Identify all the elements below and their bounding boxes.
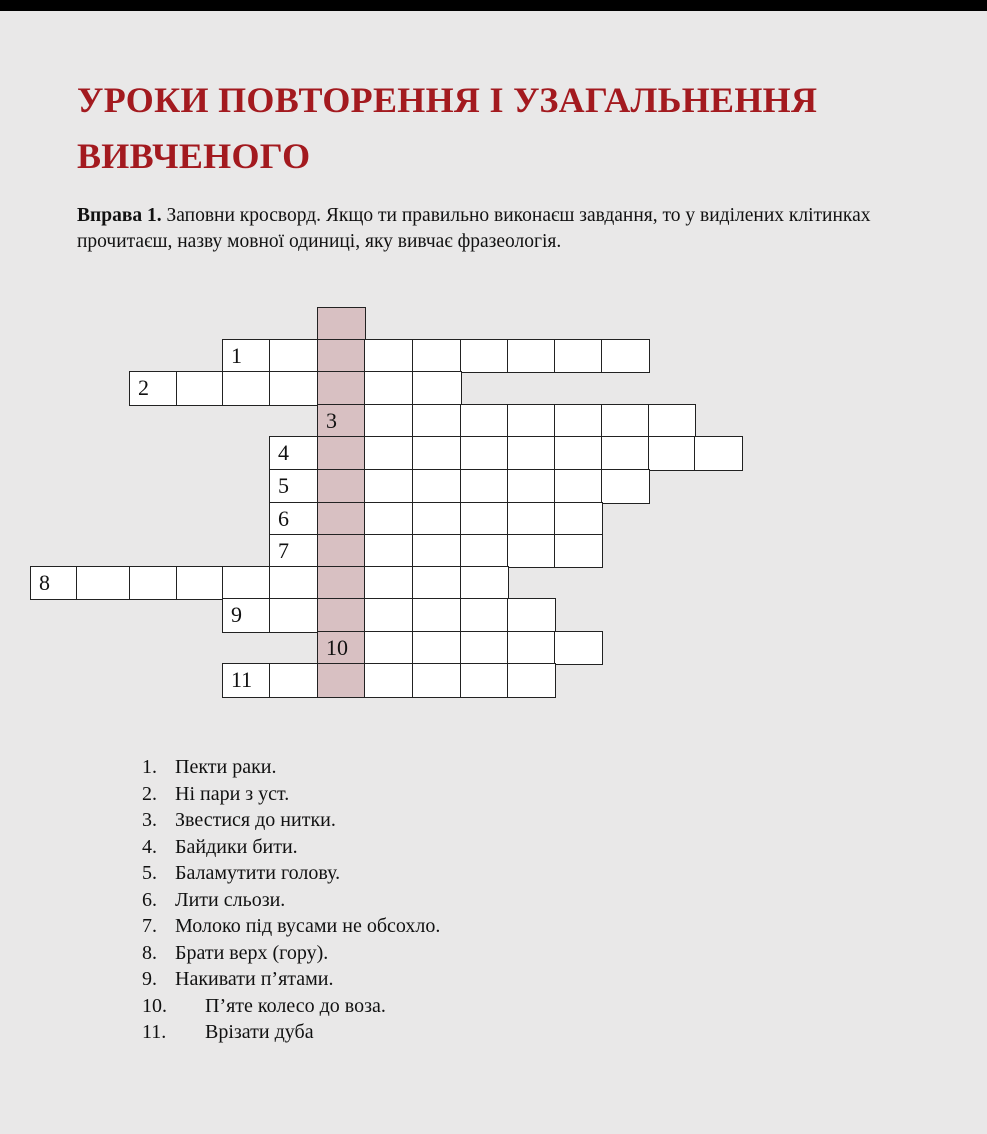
crossword-cell[interactable] [507,404,556,438]
crossword-cell[interactable] [222,598,271,633]
crossword-highlight-cell[interactable] [317,339,366,373]
crossword-cell[interactable] [507,663,556,698]
clue-number: 3. [142,809,157,831]
crossword-cell[interactable] [460,404,509,438]
crossword-cell[interactable] [364,502,414,536]
crossword-cell[interactable] [269,663,319,698]
crossword-cell[interactable] [269,502,319,536]
clue-item [142,781,440,808]
crossword-cell[interactable] [364,371,414,406]
crossword-cell[interactable] [269,598,319,633]
crossword-cell[interactable] [601,404,650,438]
crossword-clue-number: 1 [231,343,242,368]
crossword-cell[interactable] [269,534,319,568]
crossword-cell[interactable] [364,404,414,438]
crossword-cell[interactable] [460,469,509,504]
crossword-clue-number: 7 [278,538,289,563]
crossword-cell[interactable] [460,436,509,471]
crossword-cell[interactable] [601,469,650,504]
crossword-cell[interactable] [176,371,224,406]
crossword-cell[interactable] [364,469,414,504]
clue-item [142,834,440,861]
crossword-cell[interactable] [30,566,78,600]
clue-number: 4. [142,835,157,858]
crossword-cell[interactable] [412,631,462,665]
crossword-cell[interactable] [554,436,603,471]
crossword-clue-number: 4 [278,440,289,465]
crossword-highlight-cell[interactable] [317,566,366,600]
clue-number: 9. [142,968,157,990]
clue-text: Пекти раки. [175,756,277,778]
crossword-cell[interactable] [554,469,603,504]
crossword-clue-number: 3 [326,408,337,433]
crossword-cell[interactable] [412,566,462,600]
clue-list [142,754,440,1046]
clue-text: Баламутити голову. [175,862,341,884]
crossword-cell[interactable] [460,663,509,698]
crossword-cell[interactable] [507,534,556,568]
clue-number: 2. [142,782,157,805]
crossword-highlight-cell[interactable] [317,663,366,698]
crossword-highlight-cell[interactable] [317,371,366,406]
clue-item [142,754,440,781]
top-bar [0,0,987,11]
clue-item [142,940,440,967]
crossword-cell[interactable] [269,469,319,504]
crossword-cell[interactable] [222,371,271,406]
clue-item [142,966,440,993]
crossword-cell[interactable] [554,404,603,438]
clue-text: П’яте колесо до воза. [205,994,386,1017]
page-title: УРОКИ ПОВТОРЕННЯ І УЗАГАЛЬНЕННЯ ВИВЧЕНОГО [77,80,818,176]
crossword-cell[interactable] [364,663,414,698]
crossword-highlight-cell[interactable] [317,502,366,536]
crossword-cell[interactable] [412,371,462,406]
crossword-clue-number: 11 [231,667,253,692]
crossword-cell[interactable] [129,371,178,406]
crossword-cell[interactable] [460,631,509,665]
crossword-cell[interactable] [412,339,462,373]
crossword-highlight-cell[interactable] [317,404,366,438]
clue-item [142,993,440,1020]
crossword-cell[interactable] [412,598,462,633]
crossword-cell[interactable] [129,566,178,600]
crossword-cell[interactable] [364,534,414,568]
crossword-cell[interactable] [412,534,462,568]
crossword-cell[interactable] [460,566,509,600]
clue-text: Врізати дуба [205,1021,314,1043]
crossword-cell[interactable] [269,436,319,471]
crossword-cell[interactable] [507,502,556,536]
crossword-highlight-cell[interactable] [317,307,366,341]
crossword-cell[interactable] [176,566,224,600]
clue-text: Лити сльози. [175,888,286,911]
crossword-clue-number: 2 [138,375,149,400]
crossword-clue-number: 5 [278,473,289,498]
crossword-cell[interactable] [507,469,556,504]
crossword-clue-number: 9 [231,602,242,627]
crossword-cell[interactable] [554,502,603,536]
crossword-cell[interactable] [412,663,462,698]
crossword-clue-number: 8 [39,570,50,595]
clue-number: 7. [142,915,157,937]
crossword-cell[interactable] [412,502,462,536]
crossword-cell[interactable] [648,404,696,438]
crossword-cell[interactable] [222,566,271,600]
clue-number: 8. [142,941,157,964]
crossword-cell[interactable] [460,339,509,373]
clue-text: Накивати п’ятами. [175,968,334,990]
clue-text: Брати верх (гору). [175,941,329,964]
crossword-highlight-cell[interactable] [317,469,366,504]
crossword-cell[interactable] [412,404,462,438]
crossword-cell[interactable] [364,598,414,633]
crossword-cell[interactable] [364,339,414,373]
crossword-cell[interactable] [364,566,414,600]
crossword-cell[interactable] [554,631,603,665]
crossword-cell[interactable] [507,598,556,633]
crossword-cell[interactable] [460,502,509,536]
crossword-cell[interactable] [269,371,319,406]
clue-number: 6. [142,888,157,911]
crossword-cell[interactable] [694,436,743,471]
crossword-highlight-cell[interactable] [317,598,366,633]
crossword-cell[interactable] [269,566,319,600]
clue-item [142,860,440,887]
exercise-label: Вправа 1. [77,205,162,226]
clue-number: 1. [142,756,157,778]
crossword-cell[interactable] [648,436,696,471]
exercise-instruction [77,203,947,255]
clue-text: Байдики бити. [175,835,298,858]
crossword-cell[interactable] [507,436,556,471]
clue-item [142,807,440,834]
crossword-cell[interactable] [554,339,603,373]
crossword-highlight-cell[interactable] [317,534,366,568]
clue-number: 11. [142,1021,167,1043]
crossword-cell[interactable] [460,598,509,633]
clue-item [142,913,440,940]
crossword-clue-number: 10 [326,635,348,660]
clue-text: Молоко під вусами не обсохло. [175,915,441,937]
crossword-cell[interactable] [76,566,131,600]
crossword-cell[interactable] [222,339,271,373]
crossword-cell[interactable] [412,469,462,504]
crossword-clue-number: 6 [278,506,289,531]
crossword-cell[interactable] [601,339,650,373]
exercise-text: Заповни кросворд. Якщо ти правильно виконаєш завдання, то у виділених клітинках прочитаєш, назву мовної одиниці, яку вивчає фразеологія. [77,205,871,252]
crossword-cell[interactable] [269,339,319,373]
crossword-cell[interactable] [460,534,509,568]
clue-number: 5. [142,862,157,884]
crossword-cell[interactable] [412,436,462,471]
crossword-highlight-cell[interactable] [317,436,366,471]
crossword-cell[interactable] [601,436,650,471]
clue-text: Звестися до нитки. [175,809,336,831]
crossword-cell[interactable] [507,631,556,665]
crossword-cell[interactable] [554,534,603,568]
clue-item [142,1019,440,1046]
clue-item [142,887,440,914]
crossword-cell[interactable] [364,436,414,471]
clue-number: 10. [142,994,167,1017]
crossword-cell[interactable] [507,339,556,373]
crossword-cell[interactable] [364,631,414,665]
clue-text: Ні пари з уст. [175,782,290,805]
